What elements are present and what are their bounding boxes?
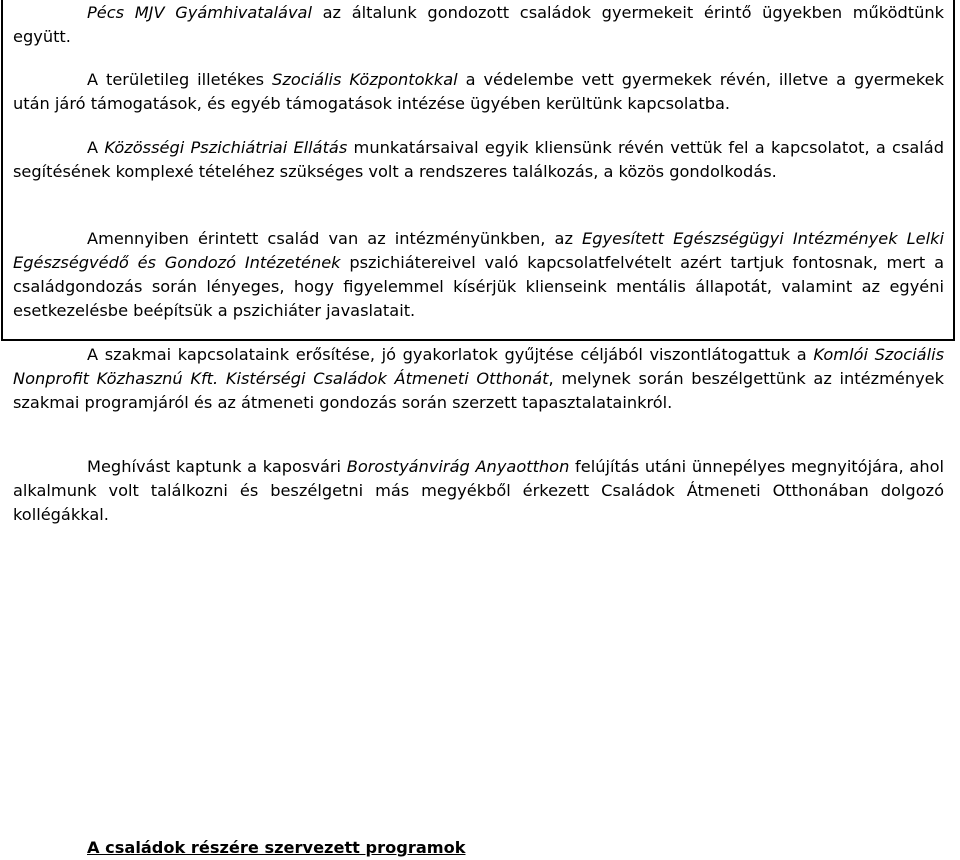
text-span: Amennyiben érintett család van az intézményünkben, az (87, 229, 583, 248)
italic-span: Komlói Szociális Nonprofit Közhasznú Kft. Kistérségi Családok Átmeneti Otthonát (13, 345, 944, 388)
text-span: A (87, 138, 105, 157)
paragraph-szocialis-kozpontok (13, 68, 944, 116)
section-heading: A családok részére szervezett programok (87, 838, 466, 857)
italic-span: Egyesített Egészségügyi Intézmények Lelki Egészségvédő és Gondozó Intézetének (13, 229, 944, 272)
text-span: Meghívást kaptunk a kaposvári (87, 457, 347, 476)
text-span: A szakmai kapcsolataink erősítése, jó gyakorlatok gyűjtése céljából viszontlátogattuk a (87, 345, 814, 364)
text-span: munkatársaival egyik kliensünk révén vettük fel a kapcsolatot, a család segítésének komplexé tételéhez szükséges volt a rendszeres találkozás, a közös gondolkodás. (13, 138, 944, 181)
text-span: , melynek során beszélgettünk az intézmények szakmai programjáról és az átmeneti gondozás során szerzett tapasztalatainkról. (13, 369, 944, 412)
italic-span: Szociális Központokkal (272, 70, 458, 89)
italic-span: Pécs MJV Gyámhivatalával (87, 3, 312, 22)
paragraph-gyamhivatal (13, 1, 944, 49)
italic-span: Közösségi Pszichiátriai Ellátás (104, 138, 348, 157)
paragraph-komloi-latogatas (13, 343, 944, 415)
text-span: a védelembe vett gyermekek révén, illetve a gyermekek után járó támogatások, és egyéb támogatások intézése ügyében kerültünk kapcsolatba. (13, 70, 944, 113)
paragraph-kozossegi-pszichiatria (13, 136, 944, 184)
text-span: az általunk gondozott családok gyermekeit érintő ügyekben működtünk együtt. (13, 3, 944, 46)
text-span: felújítás utáni ünnepélyes megnyitójára, ahol alkalmunk volt találkozni és beszélgetni más megyékből érkezett Családok Átmeneti Otthonában dolgozó kollégákkal. (13, 457, 944, 524)
text-span: pszichiátereivel való kapcsolatfelvételt azért tartjuk fontosnak, mert a családgondozás során lényeges, hogy figyelemmel kísérjük klienseink mentális állapotát, valamint az egyéni esetkezelésbe beépítsük a pszichiáter javaslatait. (13, 253, 944, 320)
italic-span: Borostyánvirág Anyaotthon (346, 457, 570, 476)
text-span: A területileg illetékes (87, 70, 273, 89)
paragraph-egyesitett-egeszsegugyi (13, 227, 944, 323)
paragraph-kaposvari-meghivas (13, 455, 944, 527)
